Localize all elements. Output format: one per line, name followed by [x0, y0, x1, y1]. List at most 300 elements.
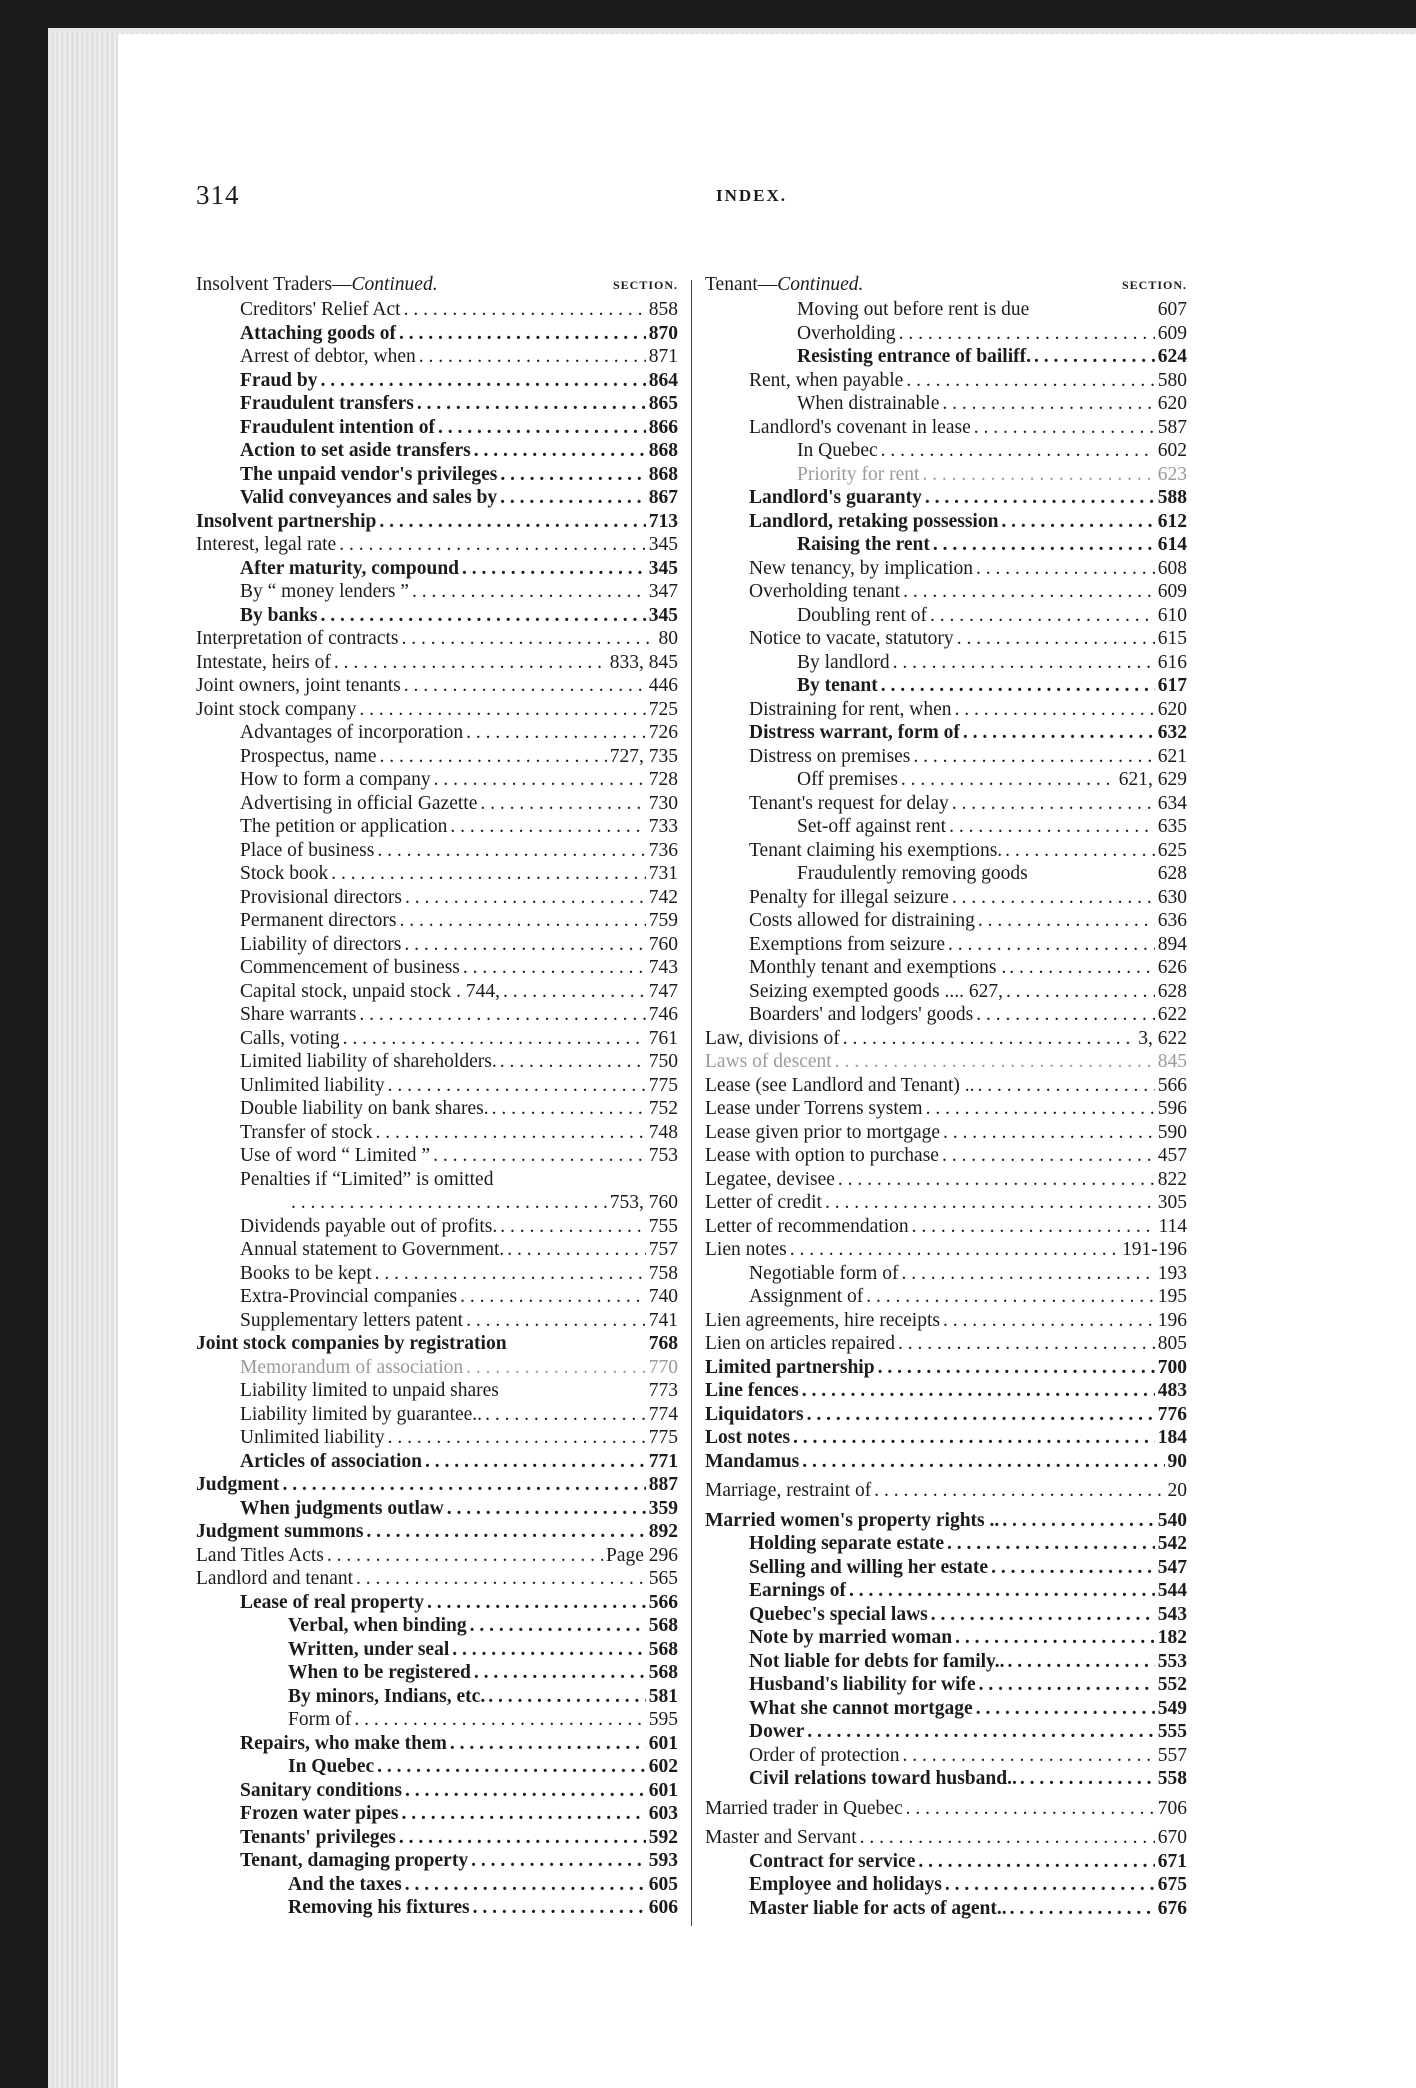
entry-term: Stock book [240, 863, 329, 884]
dot-leader [838, 1168, 1155, 1192]
dot-leader [955, 698, 1155, 722]
entry-section-ref: 605 [648, 1873, 678, 1895]
entry-section-ref: 675 [1157, 1874, 1187, 1895]
index-entry [705, 1168, 1187, 1192]
entry-term: Lease with option to purchase [705, 1145, 939, 1166]
dot-leader [417, 392, 646, 416]
entry-section-ref: 603 [648, 1803, 678, 1824]
index-entries [705, 298, 1187, 1920]
entry-term: Liability limited to unpaid shares [240, 1380, 499, 1401]
dot-leader [1007, 1650, 1154, 1674]
entry-section-ref: 768 [648, 1333, 678, 1354]
dot-leader [918, 1850, 1154, 1874]
index-entry [196, 1332, 678, 1356]
index-entry [196, 1591, 678, 1615]
entry-term: Penalties if “Limited” is omitted [240, 1168, 494, 1190]
dot-leader [825, 1191, 1155, 1215]
entry-section-ref: 568 [648, 1615, 678, 1636]
index-entry [196, 1003, 678, 1027]
entry-section-ref: 581 [648, 1685, 678, 1707]
entry-section-ref: 195 [1157, 1286, 1187, 1307]
index-entry [196, 956, 678, 980]
entry-section-ref: 620 [1157, 393, 1187, 414]
entry-term: Written, under seal [288, 1638, 450, 1660]
entry-section-ref: 845 [1157, 1051, 1187, 1072]
dot-leader [500, 1050, 646, 1074]
dot-leader [947, 1532, 1155, 1556]
entry-term: Judgment summons [196, 1521, 364, 1542]
entry-term: Supplementary letters patent [240, 1309, 464, 1331]
index-entry [196, 815, 678, 839]
entry-term: Articles of association [240, 1450, 422, 1472]
entry-section-ref: 628 [1157, 980, 1187, 1002]
entry-section-ref: 592 [648, 1826, 678, 1848]
dot-leader [399, 1826, 646, 1850]
dot-leader [379, 510, 645, 534]
entry-section-ref: 626 [1157, 957, 1187, 978]
index-entry [196, 1050, 678, 1074]
entry-section-ref: 184 [1157, 1427, 1187, 1448]
entry-term: Legatee, devisee [705, 1168, 835, 1190]
index-entry [196, 463, 678, 487]
dot-leader [901, 768, 1116, 792]
index-entry [705, 557, 1187, 581]
index-entry [705, 1356, 1187, 1380]
index-entry [196, 1567, 678, 1591]
index-entry [705, 980, 1187, 1004]
column-divider [691, 280, 692, 1926]
entry-term: Off premises [797, 769, 898, 790]
dot-leader [320, 369, 645, 393]
entry-section-ref: 182 [1157, 1627, 1187, 1648]
entry-term: Place of business [240, 839, 375, 861]
dot-leader [492, 1097, 646, 1121]
entry-term: Order of protection [749, 1744, 900, 1766]
dot-leader [474, 439, 646, 463]
entry-term: Tenant's request for delay [749, 792, 949, 814]
entry-term: Distraining for rent, when [749, 698, 952, 720]
index-entry [705, 1238, 1187, 1262]
dot-leader [906, 1797, 1155, 1821]
dot-leader [943, 1121, 1155, 1145]
dot-leader [375, 1262, 646, 1286]
dot-leader [979, 1673, 1155, 1697]
entry-section-ref: 866 [648, 416, 678, 438]
entry-term: Joint stock company [196, 698, 357, 720]
dot-leader [807, 1403, 1155, 1427]
entry-term: Capital stock, unpaid stock . 744, [240, 980, 500, 1002]
dot-leader [450, 1732, 646, 1756]
index-entry [705, 1121, 1187, 1145]
entry-term: Line fences [705, 1380, 799, 1401]
continued-heading [705, 274, 863, 296]
dot-leader [974, 416, 1155, 440]
entry-term: Penalty for illegal seizure [749, 886, 949, 908]
entry-section-ref: 630 [1157, 886, 1187, 908]
entry-term: Dower [749, 1721, 805, 1742]
entry-section-ref: 590 [1157, 1121, 1187, 1143]
entry-section-ref: 776 [1157, 1403, 1187, 1425]
index-entry [705, 674, 1187, 698]
dot-leader [399, 322, 646, 346]
index-entry [705, 463, 1187, 487]
dot-leader [942, 392, 1154, 416]
entry-section-ref: 740 [648, 1286, 678, 1307]
entry-section-ref: 3, 622 [1138, 1027, 1187, 1049]
index-entry [705, 322, 1187, 346]
section-label: SECTION. [612, 278, 678, 292]
index-entry [705, 1673, 1187, 1697]
entry-term: Provisional directors [240, 886, 402, 908]
entry-section-ref: 636 [1157, 910, 1187, 931]
dot-leader [480, 792, 645, 816]
entry-section-ref: 620 [1157, 698, 1187, 720]
dot-leader [404, 933, 645, 957]
index-entry [705, 580, 1187, 604]
dot-leader [500, 463, 645, 487]
index-entry [705, 651, 1187, 675]
entry-section-ref: 865 [648, 393, 678, 414]
index-entry [705, 416, 1187, 440]
entry-term: Fraudulent transfers [240, 393, 414, 414]
index-entry [196, 1638, 678, 1662]
index-entry [705, 956, 1187, 980]
entry-section-ref: 634 [1157, 792, 1187, 814]
dot-leader [488, 1685, 646, 1709]
running-title: INDEX. [716, 186, 788, 205]
dot-leader [473, 1896, 646, 1920]
entry-term: When distrainable [797, 393, 940, 414]
dot-leader [898, 1332, 1155, 1356]
entry-term: Tenant, damaging property [240, 1850, 469, 1871]
entry-term: Interpretation of contracts [196, 628, 399, 649]
entry-section-ref: 555 [1157, 1721, 1187, 1742]
entry-section-ref: 743 [648, 957, 678, 978]
entry-section-ref: 552 [1157, 1674, 1187, 1695]
index-entry [705, 768, 1187, 792]
entry-term: Distress on premises [749, 745, 911, 767]
entry-term: Master liable for acts of agent.. [749, 1897, 1007, 1919]
entry-term: Memorandum of association [240, 1356, 464, 1378]
index-entry [196, 439, 678, 463]
entry-section-ref: 601 [648, 1732, 678, 1754]
index-entry [196, 1685, 678, 1709]
index-entry [196, 1285, 678, 1309]
entry-term: Commencement of business [240, 957, 460, 978]
dot-leader [471, 1849, 646, 1873]
index-entry [705, 1720, 1187, 1744]
index-entry [196, 1614, 678, 1638]
index-entry [196, 1074, 678, 1098]
dot-leader [866, 1285, 1154, 1309]
index-entry [196, 792, 678, 816]
entry-term: What she cannot mortgage [749, 1697, 973, 1719]
entry-term: Sanitary conditions [240, 1779, 402, 1801]
entry-term: Moving out before rent is due [797, 299, 1030, 320]
entry-term: Raising the rent [797, 534, 930, 555]
entry-term: Employee and holidays [749, 1874, 942, 1895]
index-entry [705, 698, 1187, 722]
entry-section-ref: 727, 735 [609, 745, 678, 767]
dot-leader [931, 1603, 1155, 1627]
index-entry [196, 1121, 678, 1145]
entry-section-ref: 775 [648, 1427, 678, 1448]
entry-section-ref: 457 [1157, 1145, 1187, 1166]
entry-term: Land Titles Acts [196, 1544, 324, 1566]
entry-section-ref: 867 [648, 487, 678, 508]
index-entry [705, 792, 1187, 816]
index-column-right [705, 274, 1187, 1920]
index-entry [705, 721, 1187, 745]
entry-section-ref: 547 [1157, 1556, 1187, 1578]
index-column-left [196, 274, 678, 1920]
entry-section-ref: 607 [1157, 299, 1187, 320]
column-heading [196, 274, 678, 298]
entry-section-ref: 196 [1157, 1309, 1187, 1331]
dot-leader [906, 369, 1154, 393]
entry-term: Landlord and tenant [196, 1568, 354, 1589]
index-entry [196, 369, 678, 393]
dot-leader [419, 345, 646, 369]
entry-term: Double liability on bank shares. [240, 1098, 489, 1119]
entry-section-ref: 566 [1157, 1074, 1187, 1096]
entry-section-ref: 671 [1157, 1850, 1187, 1872]
entry-term: Lease given prior to mortgage [705, 1121, 940, 1143]
index-entry [705, 1579, 1187, 1603]
entry-section-ref: 617 [1157, 675, 1187, 696]
index-entry [196, 651, 678, 675]
entry-section-ref: 596 [1157, 1098, 1187, 1119]
entry-section-ref: 755 [648, 1215, 678, 1237]
entry-section-ref: 752 [648, 1098, 678, 1119]
index-entry [705, 1074, 1187, 1098]
entry-section-ref: 587 [1157, 416, 1187, 438]
heading-continued: Continued. [351, 274, 438, 295]
index-entry [705, 604, 1187, 628]
index-entry [196, 486, 678, 510]
entry-section-ref: 759 [648, 910, 678, 931]
page-number: 314 [196, 180, 240, 210]
index-entry [705, 1697, 1187, 1721]
index-entry [196, 909, 678, 933]
entry-section-ref: 595 [648, 1709, 678, 1730]
index-entries [196, 298, 678, 1920]
index-entry [196, 1520, 678, 1544]
entry-section-ref: 558 [1157, 1768, 1187, 1789]
entry-section-ref: 193 [1157, 1262, 1187, 1284]
entry-section-ref: 557 [1157, 1744, 1187, 1766]
entry-term: Overholding tenant [749, 581, 901, 602]
entry-section-ref: 621, 629 [1118, 769, 1187, 790]
dot-leader [903, 580, 1155, 604]
entry-section-ref: 726 [648, 722, 678, 743]
entry-section-ref: 753, 760 [609, 1192, 678, 1213]
dot-leader [942, 1144, 1155, 1168]
entry-term: Fraudulently removing goods [797, 863, 1028, 884]
entry-term: Intestate, heirs of [196, 651, 331, 673]
entry-section-ref: 565 [648, 1568, 678, 1589]
entry-section-ref: 345 [648, 604, 678, 626]
entry-section-ref: 748 [648, 1121, 678, 1143]
entry-section-ref: 733 [648, 816, 678, 837]
index-entry [196, 768, 678, 792]
dot-leader [943, 1309, 1155, 1333]
dot-leader [952, 792, 1155, 816]
entry-section-ref: 635 [1157, 816, 1187, 837]
entry-term: Lost notes [705, 1427, 791, 1448]
dot-leader [400, 909, 646, 933]
dot-leader [1002, 1509, 1154, 1533]
index-entry [705, 1403, 1187, 1427]
entry-term: Costs allowed for distraining [749, 910, 975, 931]
dot-leader [955, 1626, 1155, 1650]
index-entry [705, 369, 1187, 393]
entry-section-ref: 624 [1157, 346, 1187, 367]
index-entry [196, 1426, 678, 1450]
dot-leader [949, 815, 1155, 839]
index-entry [196, 1262, 678, 1286]
entry-section-ref: 612 [1157, 510, 1187, 532]
dot-leader [843, 1027, 1136, 1051]
index-entry [705, 1744, 1187, 1768]
entry-term: Transfer of stock [240, 1121, 373, 1143]
entry-section-ref: 549 [1157, 1697, 1187, 1719]
entry-section-ref: 833, 845 [609, 651, 678, 673]
entry-term: Landlord's guaranty [749, 487, 922, 508]
dot-leader [359, 1003, 645, 1027]
dot-leader [500, 486, 646, 510]
entry-term: Share warrants [240, 1004, 357, 1025]
entry-section-ref: 864 [648, 369, 678, 391]
entry-term: Overholding [797, 322, 896, 344]
index-entry [705, 1850, 1187, 1874]
index-entry [196, 345, 678, 369]
entry-term: Holding separate estate [749, 1533, 944, 1554]
entry-term: Dividends payable out of profits. [240, 1215, 498, 1237]
entry-section-ref: 588 [1157, 487, 1187, 508]
entry-term: Verbal, when binding [288, 1615, 467, 1636]
dot-leader [377, 839, 645, 863]
entry-section-ref: 623 [1157, 463, 1187, 485]
dot-leader [913, 745, 1154, 769]
index-entry [196, 1873, 678, 1897]
dot-leader [802, 1450, 1164, 1474]
dot-leader [933, 533, 1155, 557]
dot-leader [434, 768, 646, 792]
index-entry [196, 1238, 678, 1262]
index-entry [196, 1826, 678, 1850]
index-entry [196, 980, 678, 1004]
dot-leader [1010, 1897, 1155, 1921]
dot-leader [331, 862, 645, 886]
entry-section-ref: 602 [1157, 440, 1187, 461]
column-heading [705, 274, 1187, 298]
entry-term: By minors, Indians, etc. [288, 1685, 486, 1707]
entry-section-ref: 580 [1157, 369, 1187, 391]
index-entry [705, 298, 1187, 322]
entry-section-ref: 868 [648, 463, 678, 485]
entry-section-ref: 713 [648, 510, 678, 532]
entry-term: Unlimited liability [240, 1427, 385, 1448]
continued-heading [196, 274, 438, 296]
entry-section-ref: 446 [648, 675, 678, 696]
entry-section-ref: 706 [1157, 1797, 1187, 1819]
dot-leader [957, 627, 1155, 651]
entry-term: Insolvent partnership [196, 510, 377, 532]
entry-section-ref: 868 [648, 440, 678, 461]
entry-term: Contract for service [749, 1850, 916, 1872]
entry-term: How to form a company [240, 769, 431, 790]
dot-leader [366, 1520, 645, 1544]
index-entry [705, 1556, 1187, 1580]
entry-term: Arrest of debtor, when [240, 346, 416, 367]
entry-term: Assignment of [749, 1286, 864, 1307]
entry-section-ref: 483 [1157, 1380, 1187, 1401]
dot-leader [466, 1356, 646, 1380]
entry-term: Married trader in Quebec [705, 1797, 903, 1819]
dot-leader [376, 1121, 646, 1145]
index-entry [705, 627, 1187, 651]
index-entry [705, 933, 1187, 957]
dot-leader [402, 1802, 646, 1826]
dot-leader [790, 1238, 1119, 1262]
entry-section-ref: 20 [1167, 1480, 1187, 1501]
index-entry [705, 745, 1187, 769]
dot-leader [793, 1426, 1155, 1450]
entry-section-ref: Page 296 [605, 1544, 678, 1566]
entry-section-ref: 761 [648, 1027, 678, 1049]
index-entry [705, 1379, 1187, 1403]
entry-section-ref: 760 [648, 933, 678, 955]
entry-term: Annual statement to Government. [240, 1239, 505, 1260]
entry-term: Doubling rent of [797, 604, 927, 626]
entry-section-ref: 609 [1157, 581, 1187, 602]
entry-term: Removing his fixtures [288, 1897, 470, 1918]
entry-section-ref: 191-196 [1122, 1239, 1187, 1260]
dot-leader [462, 557, 646, 581]
index-entry [196, 604, 678, 628]
index-entry [196, 1168, 678, 1192]
page-header [196, 180, 1296, 220]
index-entry [196, 416, 678, 440]
index-entry [196, 745, 678, 769]
entry-section-ref: 622 [1157, 1004, 1187, 1025]
entry-section-ref: 700 [1157, 1356, 1187, 1378]
index-entry [705, 909, 1187, 933]
index-entry [196, 1379, 678, 1403]
entry-section-ref: 771 [648, 1450, 678, 1472]
index-entry [196, 1473, 678, 1497]
dot-leader [500, 1215, 646, 1239]
entry-section-ref: 566 [648, 1591, 678, 1613]
index-entry [196, 322, 678, 346]
entry-section-ref: 746 [648, 1004, 678, 1025]
entry-term: Seizing exempted goods .... 627, [749, 980, 1004, 1002]
dot-leader [354, 1708, 645, 1732]
index-entry [196, 392, 678, 416]
dot-leader [807, 1720, 1155, 1744]
entry-section-ref: 728 [648, 769, 678, 790]
dot-leader [425, 1450, 646, 1474]
dot-leader [470, 1614, 646, 1638]
entry-section-ref: 621 [1157, 745, 1187, 767]
dot-leader [849, 1579, 1155, 1603]
entry-section-ref: 775 [648, 1074, 678, 1096]
entry-section-ref: 614 [1157, 534, 1187, 555]
entry-section-ref: 568 [648, 1638, 678, 1660]
entry-term: By landlord [797, 651, 890, 673]
dot-leader [282, 1473, 645, 1497]
